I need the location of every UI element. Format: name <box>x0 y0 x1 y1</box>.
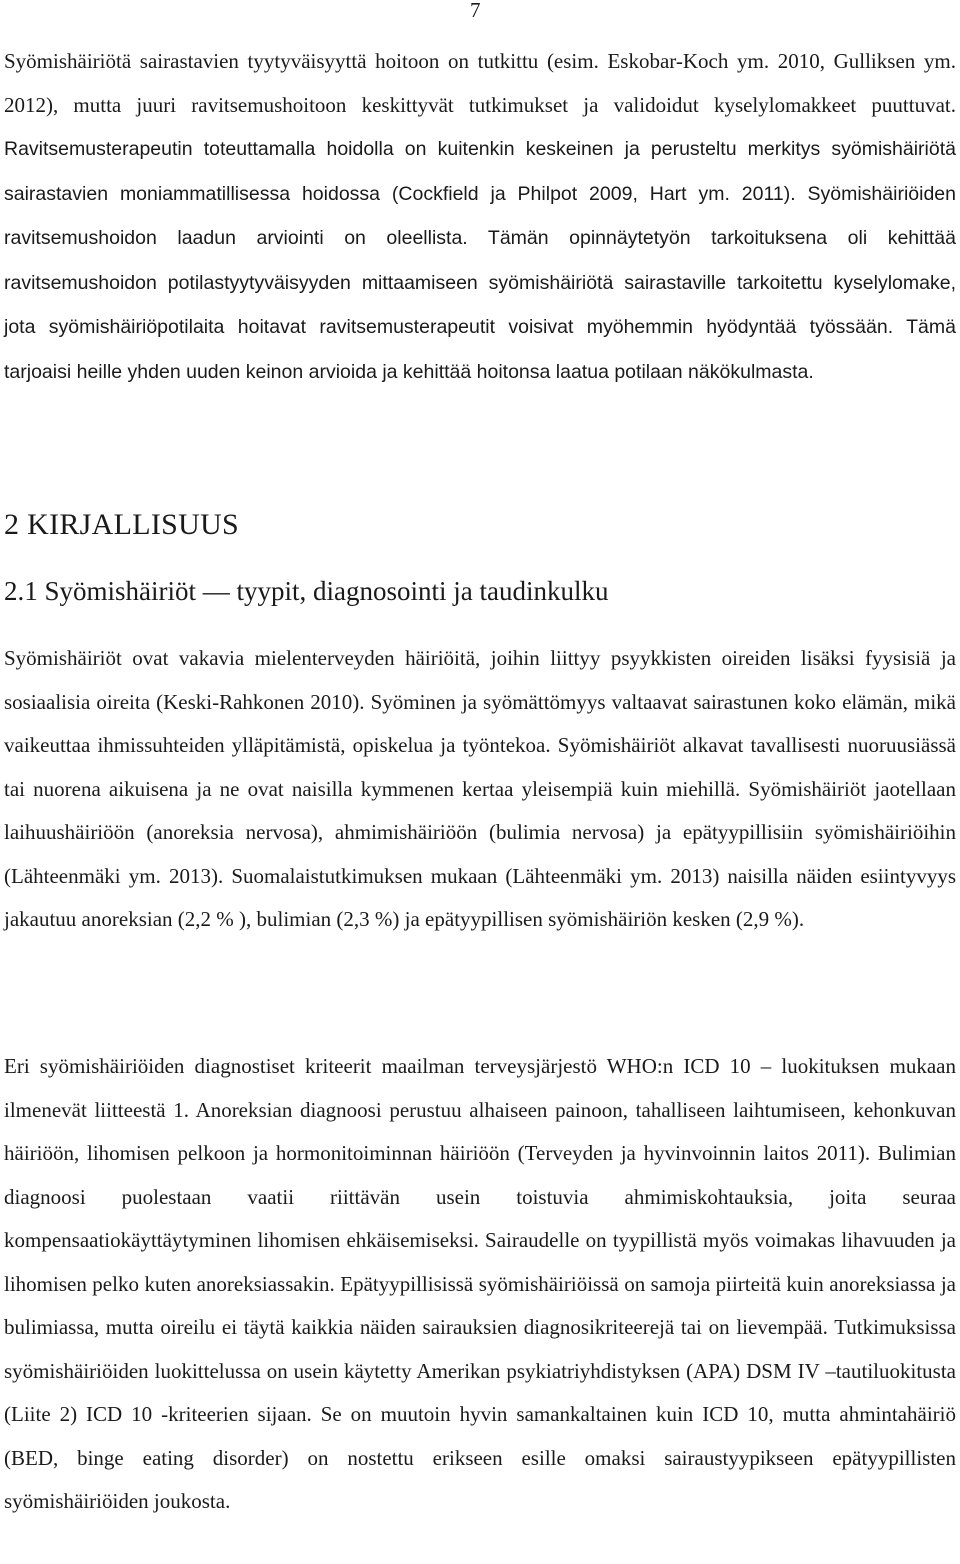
diagnosis-paragraph: Eri syömishäiriöiden diagnostiset kriteerit maailman terveysjärjestö WHO:n ICD 10 – luokituksen mukaan ilmenevät liitteestä 1. Anoreksian diagnoosi perustuu alhaiseen painoon, tahalliseen laihtumiseen, kehonkuvan häiriöön, lihomisen pelkoon ja hormonitoiminnan häiriöön (Terveyden ja hyvinvoinnin laitos 2011). Bulimian diagnoosi puolestaan vaatii riittävän usein toistuvia ahmimiskohtauksia, joita seuraa kompensaatiokäyttäytyminen lihomisen ehkäisemiseksi. Sairaudelle on tyypillistä myös voimakas lihavuuden ja lihomisen pelko kuten anoreksiassakin. Epätyypillisissä syömishäiriöissä on samoja piirteitä kuin anoreksiassa ja bulimiassa, mutta oireilu ei täytä kaikkia näiden sairauksien diagnosikriteerejä tai on lievempää. Tutkimuksissa syömishäiriöiden luokittelussa on usein käytetty Amerikan psykiatriyhdistyksen (APA) DSM IV –tautiluokitusta (Liite 2) ICD 10 -kriteerien sijaan. Se on muutoin hyvin samankaltainen kuin ICD 10, mutta ahmintahäiriö (BED, binge eating disorder) on nostettu erikseen esille omaksi sairaustyypikseen epätyypillisten syömishäiriöiden joukosta. <box>4 1054 956 1513</box>
eating-disorder-types-paragraph: Syömishäiriöt ovat vakavia mielenterveyden häiriöitä, joihin liittyy psyykkisten oireiden lisäksi fyysisiä ja sosiaalisia oireita (Keski-Rahkonen 2010). Syöminen ja syömättömyys valtaavat sairastunen koko elämän, mikä vaikeuttaa ihmissuhteiden ylläpitämistä, opiskelua ja työntekoa. Syömishäiriöt alkavat tavallisesti nuoruusiässä tai nuorena aikuisena ja ne ovat naisilla kymmenen kertaa yleisempiä kuin miehillä. Syömishäiriöt jaotellaan laihuushäiriöön (anoreksia nervosa), ahmimishäiriöön (bulimia nervosa) ja epätyypillisiin syömishäiriöihin (Lähteenmäki ym. 2013). Suomalaistutkimuksen mukaan (Lähteenmäki ym. 2013) naisilla näiden esiintyvyys jakautuu anoreksian (2,2 % ), bulimian (2,3 %) ja epätyypillisen syömishäiriön kesken (2,9 %). <box>4 646 956 931</box>
intro-paragraph <box>4 40 956 394</box>
intro-text-a: Syömishäiriötä sairastavien tyytyväisyyttä hoitoon on tutkittu (esim. Eskobar-Koch ym. 2010, Gulliksen ym. 2012), mutta juuri ravitsemushoitoon keskittyvät tutkimukset ja validoidut kyselylomakkeet puuttuvat. <box>4 49 956 117</box>
subsection-heading: 2.1 Syömishäiriöt — tyypit, diagnosointi ja taudinkulku <box>4 576 609 606</box>
intro-text-c: Tämän opinnäytetyön tarkoituksena oli kehittää ravitsemushoidon potilastyytyväisyyden mittaamiseen syömishäiriötä sairastaville tarkoitettu kyselylomake, jota syömishäiriöpotilaita hoitavat ravitsemusterapeutit voisivat myöhemmin hyödyntää työssään. Tämä tarjoaisi heille yhden uuden keinon arvioida ja kehittää hoitonsa laatua potilaan näkökulmasta. <box>4 227 956 383</box>
section-heading: 2 KIRJALLISUUS <box>4 508 240 541</box>
page-number: 7 <box>470 0 481 22</box>
intro-text-b: Ravitsemusterapeutin toteuttamalla hoidolla on kuitenkin keskeinen ja perusteltu merkitys syömishäiriötä sairastavien moniammatillisessa hoidossa (Cockfield ja Philpot 2009, Hart ym. 2011). Syömishäiriöiden ravitsemushoidon laadun arviointi on oleellista. <box>4 138 956 249</box>
